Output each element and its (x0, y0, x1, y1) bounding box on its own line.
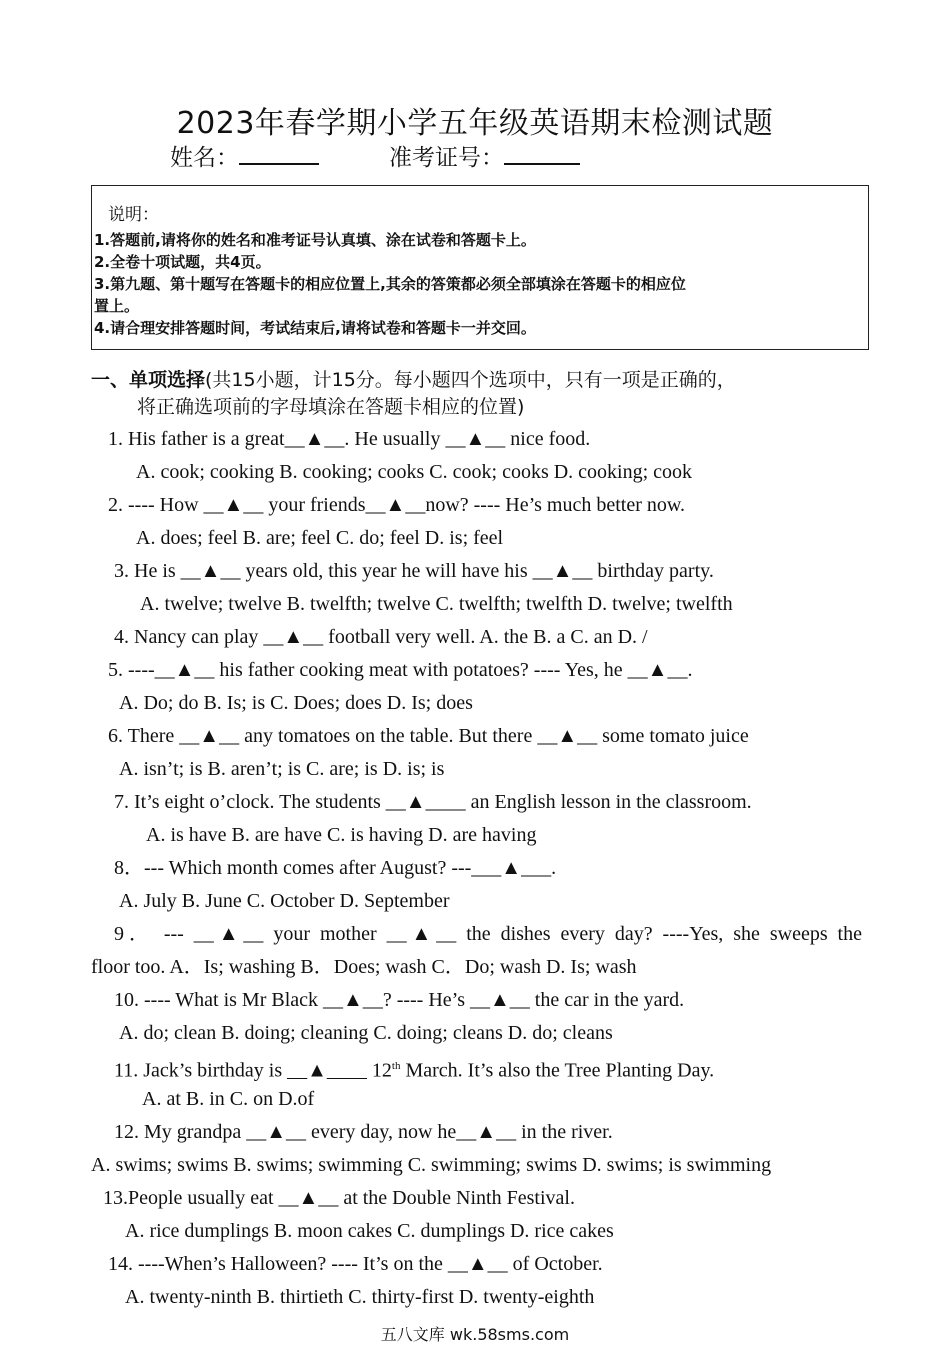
instruction-line: 3.第九题、第十题写在答题卡的相应位置上,其余的答策都必须全部填涂在答题卡的相应位 (94, 275, 686, 293)
exam-number-blank[interactable] (504, 141, 580, 165)
question-11-text: 11. Jack’s birthday is __▲____ 12 (114, 1059, 392, 1082)
question-9: 9． --- __▲__ your mother __▲__ the dishes every day? ----Yes, she sweeps the (114, 923, 862, 945)
id-row (170, 139, 580, 172)
instructions-box (91, 185, 869, 350)
page-title: 2023年春学期小学五年级英语期末检测试题 (176, 106, 774, 141)
question-13: 13.People usually eat __▲__ at the Double Ninth Festival. (103, 1187, 575, 1209)
question-10: 10. ---- What is Mr Black __▲__? ---- He’s __▲__ the car in the yard. (114, 989, 685, 1011)
name-label: 姓名： (170, 145, 239, 171)
question-9-continued: floor too. A．Is; washing B．Does; wash C．Do; wash D. Is; wash (91, 956, 637, 978)
question-2-options: A. does; feel B. are; feel C. do; feel D. is; feel (136, 527, 504, 549)
question-11-superscript: th (391, 1060, 401, 1072)
question-11-options: A. at B. in C. on D.of (142, 1088, 315, 1110)
section-instruction-cont: 将正确选项前的字母填涂在答题卡相应的位置) (137, 396, 525, 418)
name-blank[interactable] (239, 141, 319, 165)
question-13-options: A. rice dumplings B. moon cakes C. dumplings D. rice cakes (125, 1220, 614, 1242)
question-1-options: A. cook; cooking B. cooking; cooks C. cook; cooks D. cooking; cook (136, 461, 693, 483)
instruction-line: 置上。 (94, 297, 140, 315)
question-6: 6. There __▲__ any tomatoes on the table. But there __▲__ some tomato juice (108, 725, 749, 747)
question-14-options: A. twenty-ninth B. thirtieth C. thirty-first D. twenty-eighth (125, 1286, 595, 1308)
question-5: 5. ----__▲__ his father cooking meat with potatoes? ---- Yes, he __▲__. (108, 659, 693, 681)
question-7-options: A. is have B. are have C. is having D. are having (146, 824, 537, 846)
question-3-options: A. twelve; twelve B. twelfth; twelve C. twelfth; twelfth D. twelve; twelfth (140, 593, 733, 615)
question-14: 14. ----When’s Halloween? ---- It’s on the __▲__ of October. (108, 1253, 603, 1275)
question-10-options: A. do; clean B. doing; cleaning C. doing; cleans D. do; cleans (119, 1022, 613, 1044)
question-12-options: A. swims; swims B. swims; swimming C. swimming; swims D. swims; is swimming (91, 1154, 772, 1176)
instructions-heading: 说明： (108, 205, 159, 225)
question-8: 8．--- Which month comes after August? ---___▲___. (114, 857, 557, 879)
section-instruction: (共15小题，计15分。每小题四个选项中，只有一项是正确的， (205, 369, 736, 391)
question-7: 7. It’s eight o’clock. The students __▲____ an English lesson in the classroom. (114, 791, 752, 813)
question-1: 1. His father is a great__▲__. He usually __▲__ nice food. (108, 428, 591, 450)
instruction-line: 1.答题前,请将你的姓名和准考证号认真填、涂在试卷和答题卡上。 (94, 231, 536, 249)
question-3: 3. He is __▲__ years old, this year he will have his __▲__ birthday party. (114, 560, 714, 582)
question-8-options: A. July B. June C. October D. September (119, 890, 450, 912)
question-12: 12. My grandpa __▲__ every day, now he__▲__ in the river. (114, 1121, 613, 1143)
section-heading: 一、单项选择 (91, 369, 206, 391)
question-6-options: A. isn’t; is B. aren’t; is C. are; is D. is; is (119, 758, 445, 780)
exam-number-label: 准考证号： (389, 145, 504, 171)
question-4: 4. Nancy can play __▲__ football very well. A. the B. a C. an D. / (114, 626, 648, 648)
question-2: 2. ---- How __▲__ your friends__▲__now? ---- He’s much better now. (108, 494, 686, 516)
question-11-text-after: March. It’s also the Tree Planting Day. (400, 1059, 715, 1082)
footer-watermark: 五八文库 wk.58sms.com (380, 1325, 570, 1344)
question-5-options: A. Do; do B. Is; is C. Does; does D. Is; does (119, 692, 473, 714)
question-11 (114, 1054, 714, 1083)
section-heading-line (91, 368, 736, 392)
instruction-line: 4.请合理安排答题时间，考试结束后,请将试卷和答题卡一并交回。 (94, 319, 536, 337)
instruction-line: 2.全卷十项试题，共4页。 (94, 253, 271, 271)
